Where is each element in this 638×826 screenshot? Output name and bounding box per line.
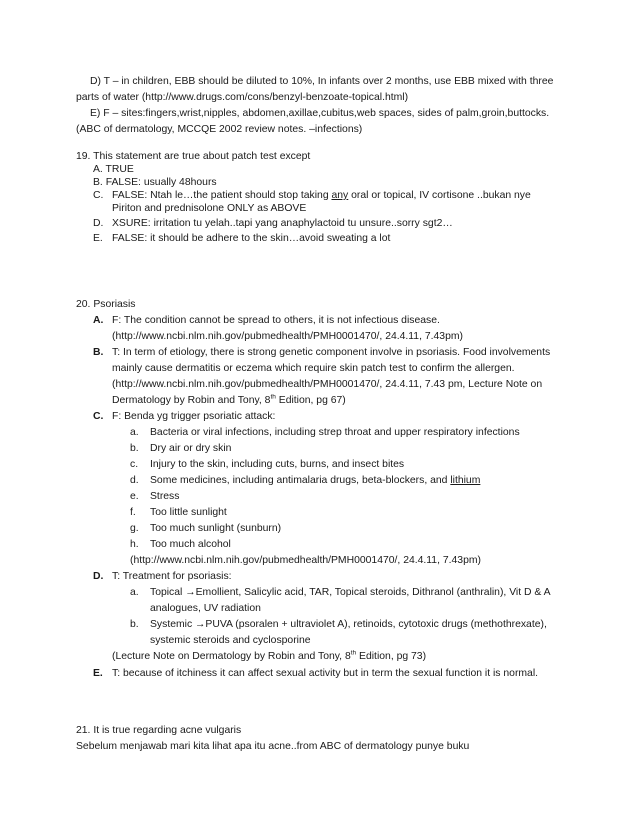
treatment-systemic-line1: Systemic →PUVA (psoralen + ultraviolet A), retinoids, cytotoxic drugs (methothrexate), — [150, 619, 547, 630]
trigger-item: Some medicines, including antimalaria drugs, beta-blockers, and lithium — [150, 475, 481, 486]
trigger-item: Stress — [150, 491, 180, 502]
q19-option-c-marker: C. — [93, 190, 104, 201]
q20-e-text: T: because of itchiness it can affect sexual activity but in term the sexual function it is normal. — [112, 668, 539, 679]
trigger-item: Injury to the skin, including cuts, burns, and insect bites — [150, 459, 405, 470]
q19-option-e-marker: E. — [93, 233, 103, 244]
q21-title: 21. It is true regarding acne vulgaris — [76, 725, 242, 736]
q19-underlined-word: any — [331, 190, 349, 201]
q20-c-marker: C. — [93, 411, 104, 422]
q20-title: 20. Psoriasis — [76, 299, 136, 310]
treatment-topical-line1: Topical →Emollient, Salicylic acid, TAR, Topical steroids, Dithranol (anthralin), Vit D & A — [150, 587, 551, 598]
q21-intro: Sebelum menjawab mari kita lihat apa itu acne..from ABC of dermatology punye buku — [76, 741, 470, 752]
q20-b-marker: B. — [93, 347, 104, 358]
q20-d-marker: D. — [93, 571, 104, 582]
q19-option-c-line1: FALSE: Ntah le…the patient should stop taking any oral or topical, IV cortisone ..bukan nye — [112, 190, 531, 201]
q20-b-line4: Dermatology by Robin and Tony, 8th Edition, pg 67) — [112, 393, 346, 406]
trigger-item: Too much alcohol — [150, 539, 231, 550]
treatment-topical-line2: analogues, UV radiation — [150, 603, 261, 614]
q19-option-c-line2: Piriton and prednisolone ONLY as ABOVE — [112, 203, 307, 214]
trigger-item: Dry air or dry skin — [150, 443, 232, 454]
trigger-item: Too little sunlight — [150, 507, 227, 518]
trigger-marker: b. — [130, 443, 139, 454]
treatment-marker: b. — [130, 619, 139, 630]
q19-title: 19. This statement are true about patch test except — [76, 151, 311, 162]
trigger-marker: h. — [130, 539, 139, 550]
q20-e-marker: E. — [93, 668, 103, 679]
q20-c-reference: (http://www.ncbi.nlm.nih.gov/pubmedhealth/PMH0001470/, 24.4.11, 7.43pm) — [130, 555, 481, 566]
q20-a-line1: F: The condition cannot be spread to others, it is not infectious disease. — [112, 315, 440, 326]
q20-c-title: F: Benda yg trigger psoriatic attack: — [112, 411, 276, 422]
answer-d-line1: D) T – in children, EBB should be diluted to 10%, In infants over 2 months, use EBB mixed with three — [90, 76, 554, 87]
treatment-systemic-line2: systemic steroids and cyclosporine — [150, 635, 311, 646]
q20-b-line2: mainly cause dermatitis or eczema which require skin patch test to confirm the allergen. — [112, 363, 515, 374]
lithium-underlined: lithium — [450, 475, 481, 486]
trigger-item: Bacteria or viral infections, including strep throat and upper respiratory infections — [150, 427, 520, 438]
trigger-item: Too much sunlight (sunburn) — [150, 523, 282, 534]
trigger-marker: c. — [130, 459, 139, 470]
trigger-marker: g. — [130, 523, 139, 534]
q20-b-line1: T: In term of etiology, there is strong genetic component involve in psoriasis. Food involvements — [112, 347, 551, 358]
q19-option-b: B. FALSE: usually 48hours — [93, 177, 217, 188]
trigger-marker: d. — [130, 475, 139, 486]
q19-option-d-marker: D. — [93, 218, 104, 229]
q19-option-d: XSURE: irritation tu yelah..tapi yang anaphylactoid tu unsure..sorry sgt2… — [112, 218, 453, 229]
q20-a-marker: A. — [93, 315, 104, 326]
trigger-marker: f. — [130, 507, 136, 518]
answer-d-line2: parts of water (http://www.drugs.com/cons/benzyl-benzoate-topical.html) — [76, 92, 409, 103]
q19-option-a: A. TRUE — [93, 164, 134, 175]
answer-e-line1: E) F – sites:fingers,wrist,nipples, abdomen,axillae,cubitus,web spaces, sides of palm,groin,buttocks. — [90, 108, 550, 119]
q20-d-reference: (Lecture Note on Dermatology by Robin and Tony, 8th Edition, pg 73) — [112, 649, 427, 662]
trigger-marker: e. — [130, 491, 139, 502]
q20-a-line2: (http://www.ncbi.nlm.nih.gov/pubmedhealth/PMH0001470/, 24.4.11, 7.43pm) — [112, 331, 463, 342]
treatment-marker: a. — [130, 587, 139, 598]
q20-d-title: T: Treatment for psoriasis: — [112, 571, 232, 582]
q19-option-e: FALSE: it should be adhere to the skin…avoid sweating a lot — [112, 233, 391, 244]
trigger-marker: a. — [130, 427, 139, 438]
q20-b-line3: (http://www.ncbi.nlm.nih.gov/pubmedhealth/PMH0001470/, 24.4.11, 7.43 pm, Lecture Note on — [112, 379, 543, 390]
answer-e-line2: (ABC of dermatology, MCCQE 2002 review notes. –infections) — [76, 124, 363, 135]
